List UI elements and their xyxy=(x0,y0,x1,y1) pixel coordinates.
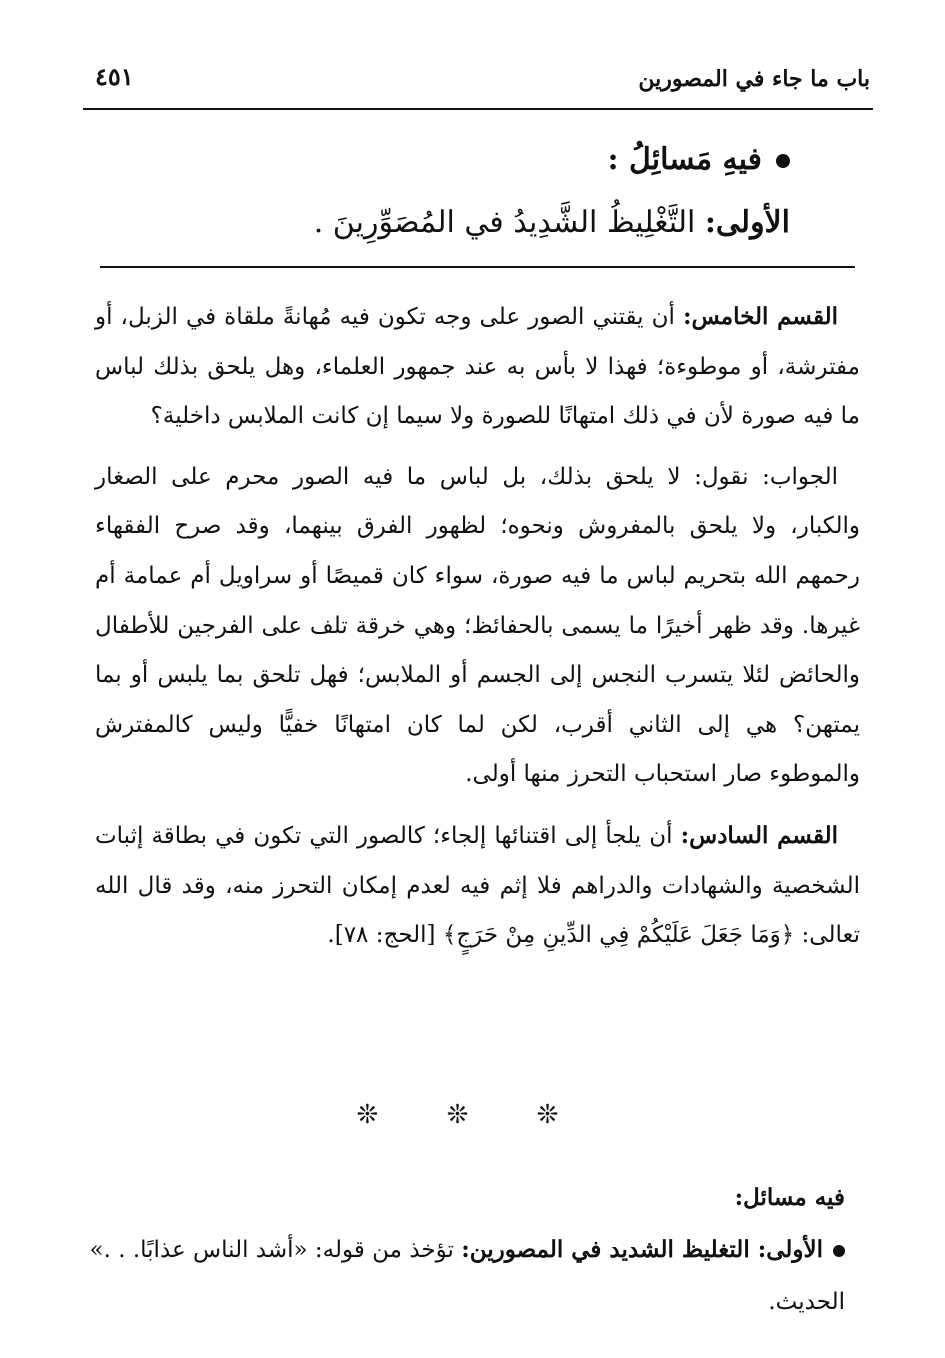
paragraph-answer: الجواب: نقول: لا يلحق بذلك، بل لباس ما فيه الصور محرم على الصغار والكبار، ولا يلحق بالمفروش ونحوه؛ لظهور الفرق بينهما، وقد صرح الفقهاء رحمهم الله بتحريم لباس ما فيه صورة، سواء كان قميصًا أو سراويل أم عمامة أم غيرها. وقد ظهر أخيرًا ما يسمى بالحفائظ؛ وهي خرقة تلف على الفرجين للأطفال والحائض لئلا يتسرب النجس إلى الجسم أو الملابس؛ فهل تلحق بما يلبس أو بما يمتهن؟ هي إلى الثاني أقرب، لكن لما كان امتهانًا خفيًّا وليس كالمفترش والموطوء صار استحباب التحرز منها أولى. xyxy=(95,463,860,788)
footer-first-label: الأولى: التغليظ الشديد في المصورين: xyxy=(461,1236,823,1263)
section-five-label: القسم الخامس: xyxy=(682,303,838,330)
running-title: باب ما جاء في المصورين xyxy=(638,66,870,92)
footer-first-text: تؤخذ من قوله: «أشد الناس عذابًا. . .» الحديث. xyxy=(89,1237,845,1315)
bullet-icon xyxy=(833,1245,845,1257)
masail-heading xyxy=(100,142,790,177)
commentary-block xyxy=(95,292,860,972)
paragraph-section-six xyxy=(95,811,860,961)
first-issue-text: التَّغْلِيظُ الشَّدِيدُ في المُصَوِّرِينَ . xyxy=(313,205,696,240)
footer-heading: فيه مسائل: xyxy=(734,1184,845,1211)
section-separator: ❊ ❊ ❊ xyxy=(356,1100,589,1130)
section-six-label: القسم السادس: xyxy=(680,821,838,849)
masail-footer xyxy=(80,1172,845,1328)
page-number: ٤٥١ xyxy=(95,62,134,91)
footer-first-issue xyxy=(80,1224,845,1328)
first-issue-label: الأولى: xyxy=(704,205,790,240)
page-header xyxy=(85,60,870,100)
section-rule xyxy=(100,266,855,268)
masail-heading-text: فيهِ مَسائِلُ : xyxy=(607,142,762,177)
paragraph-section-five xyxy=(95,292,860,442)
section-five-text: أن يقتني الصور على وجه تكون فيه مُهانةً ملقاة في الزبل، أو مفترشة، أو موطوءة؛ فهذا لا بأس به عند جمهور العلماء، وهل يلحق بذلك لباس ما فيه صورة لأن في ذلك امتهانًا للصورة ولا سيما إن كانت الملابس داخلية؟ xyxy=(95,304,860,430)
header-rule xyxy=(83,108,873,110)
bullet-icon xyxy=(776,154,790,168)
first-issue xyxy=(100,205,790,240)
section-six-text: أن يلجأ إلى اقتنائها إلجاء؛ كالصور التي تكون في بطاقة إثبات الشخصية والشهادات والدراهم فلا إثم فيه لعدم إمكان التحرز منه، وقد قال الله تعالى: ﴿وَمَا جَعَلَ عَلَيْكُمْ فِي الدِّينِ مِنْ حَرَجٍ﴾ [الحج: ٧٨]. xyxy=(95,822,860,949)
